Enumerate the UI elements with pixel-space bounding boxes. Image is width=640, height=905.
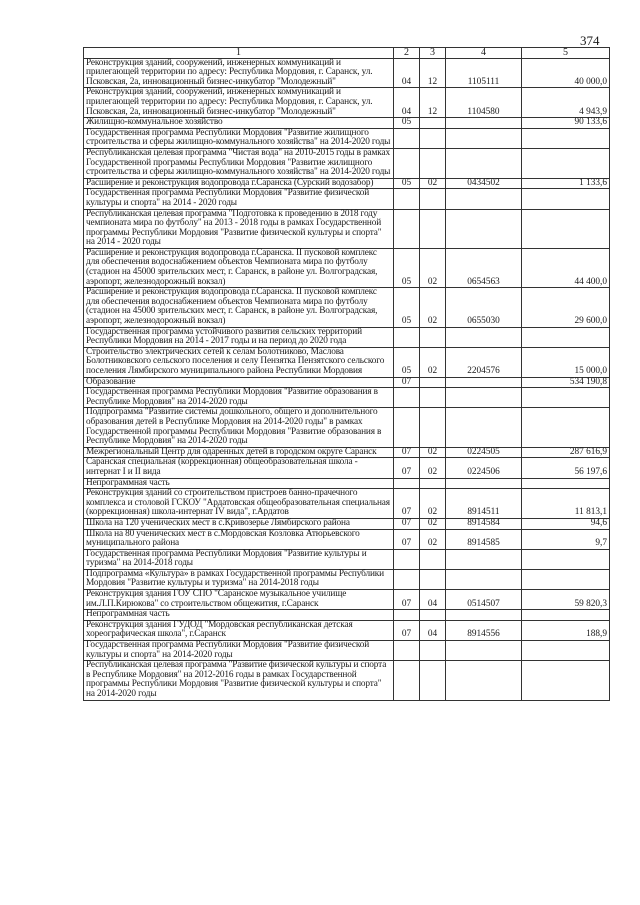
row-section-cell [394, 641, 420, 661]
budget-table [83, 47, 610, 701]
row-subsection-cell [420, 128, 446, 148]
row-name-cell: Государственная программа Республики Мордовия "Развитие образования в Республике Мордовия" на 2014-2020 годы [84, 388, 394, 408]
row-name-cell: Государственная программа Республики Мордовия "Развитие жилищного строительства и сферы жилищно-коммунального хозяйства" на 2014-2020 годы [84, 128, 394, 148]
row-amount-cell: 44 400,0 [522, 248, 610, 287]
row-name-cell: Реконструкция здания ГОУ СПО "Саранское музыкальное училище им.Л.П.Кирюкова" со строительством общежития, г.Саранск [84, 590, 394, 610]
row-target-code-cell [446, 388, 522, 408]
row-subsection-cell [420, 189, 446, 209]
row-amount-cell: 94,6 [522, 518, 610, 529]
row-section-cell: 05 [394, 178, 420, 189]
row-name-cell: Государственная программа устойчивого развития сельских территорий Республики Мордовия на 2014 - 2017 годы и на период до 2020 года [84, 327, 394, 347]
row-section-cell [394, 478, 420, 489]
row-subsection-cell [420, 327, 446, 347]
row-amount-cell: 287 616,9 [522, 447, 610, 458]
table-row [84, 209, 610, 248]
table-row [84, 58, 610, 88]
row-amount-cell [522, 327, 610, 347]
row-subsection-cell [420, 377, 446, 388]
row-section-cell: 07 [394, 377, 420, 388]
row-subsection-cell: 04 [420, 590, 446, 610]
row-name-cell: Межрегиональный Центр для одаренных детей в городском округе Саранск [84, 447, 394, 458]
row-name-cell: Подпрограмма «Культура» в рамках Государственной программы Республики Мордовия "Развитие культуры и туризма" на 2014-2018 годы [84, 569, 394, 589]
table-row [84, 118, 610, 129]
row-section-cell: 07 [394, 458, 420, 478]
table-row [84, 620, 610, 640]
row-amount-cell [522, 128, 610, 148]
row-target-code-cell [446, 189, 522, 209]
table-row [84, 128, 610, 148]
row-name-cell: Государственная программа Республики Мордовия "Развитие культуры и туризма" на 2014-2018 годы [84, 549, 394, 569]
row-amount-cell: 534 190,8 [522, 377, 610, 388]
row-amount-cell [522, 209, 610, 248]
row-amount-cell: 9,7 [522, 529, 610, 549]
row-target-code-cell: 0224506 [446, 458, 522, 478]
row-target-code-cell [446, 209, 522, 248]
row-name-cell: Образование [84, 377, 394, 388]
row-amount-cell: 59 820,3 [522, 590, 610, 610]
row-target-code-cell: 0655030 [446, 288, 522, 327]
row-section-cell [394, 189, 420, 209]
row-section-cell [394, 408, 420, 447]
row-section-cell: 07 [394, 489, 420, 519]
row-amount-cell [522, 189, 610, 209]
row-name-cell: Республиканская целевая программа "Подготовка к проведению в 2018 году чемпионата мира по футболу" на 2013 - 2018 годы в рамках Государственной программы Республики Мордовия "Развитие физической культуры и спорта" на 2014 - 2020 годы [84, 209, 394, 248]
row-subsection-cell [420, 569, 446, 589]
row-target-code-cell: 0654563 [446, 248, 522, 287]
table-row [84, 189, 610, 209]
table-row [84, 529, 610, 549]
row-target-code-cell: 8914584 [446, 518, 522, 529]
row-target-code-cell [446, 549, 522, 569]
row-subsection-cell [420, 209, 446, 248]
table-row [84, 489, 610, 519]
row-subsection-cell: 02 [420, 529, 446, 549]
row-section-cell [394, 128, 420, 148]
row-target-code-cell: 0514507 [446, 590, 522, 610]
row-name-cell: Расширение и реконструкция водопровода г.Саранска (Сурский водозабор) [84, 178, 394, 189]
row-section-cell: 07 [394, 529, 420, 549]
row-amount-cell: 188,9 [522, 620, 610, 640]
row-section-cell: 05 [394, 288, 420, 327]
table-row [84, 248, 610, 287]
row-name-cell: Жилищно-коммунальное хозяйство [84, 118, 394, 129]
page-number: 374 [580, 33, 600, 48]
row-section-cell: 07 [394, 620, 420, 640]
row-subsection-cell [420, 549, 446, 569]
row-subsection-cell: 02 [420, 458, 446, 478]
row-section-cell [394, 549, 420, 569]
table-row [84, 148, 610, 178]
table-row [84, 641, 610, 661]
row-name-cell: Строительство электрических сетей к селам Болотниково, Маслова Болотниковского сельского поселения и селу Пензятка Пензятского сельского поселения Лямбирского муниципального района Республики Мордовия [84, 347, 394, 377]
row-section-cell: 07 [394, 590, 420, 610]
row-target-code-cell [446, 478, 522, 489]
row-target-code-cell: 8914556 [446, 620, 522, 640]
row-amount-cell: 1 133,6 [522, 178, 610, 189]
row-section-cell: 05 [394, 347, 420, 377]
row-section-cell: 04 [394, 88, 420, 118]
row-subsection-cell: 02 [420, 248, 446, 287]
row-subsection-cell [420, 661, 446, 700]
row-target-code-cell: 2204576 [446, 347, 522, 377]
row-name-cell: Республиканская целевая программа "Развитие физической культуры и спорта в Республике Мордовия" на 2012-2016 годы в рамках Государственной программы Республики Мордовия "Развитие физической культуры и спорта" на 2014-2020 годы [84, 661, 394, 700]
row-target-code-cell [446, 610, 522, 621]
row-section-cell [394, 661, 420, 700]
row-amount-cell: 15 000,0 [522, 347, 610, 377]
row-name-cell: Республиканская целевая программа "Чистая вода" на 2010-2015 годы в рамках Государственной программы Республики Мордовия "Развитие жилищного строительства и сферы жилищно-коммунального хозяйства" на 2014-2020 годы [84, 148, 394, 178]
row-name-cell: Школа на 120 ученических мест в с.Кривозерье Лямбирского района [84, 518, 394, 529]
row-section-cell: 04 [394, 58, 420, 88]
row-amount-cell [522, 569, 610, 589]
row-name-cell: Расширение и реконструкция водопровода г.Саранска. II пусковой комплекс для обеспечения водоснабжением объектов Чемпионата мира по футболу (стадион на 45000 зрительских мест, г. Саранск, в районе ул. Волгоградская, аэропорт, железнодорожный вокзал) [84, 248, 394, 287]
row-target-code-cell [446, 148, 522, 178]
row-amount-cell [522, 478, 610, 489]
row-section-cell [394, 148, 420, 178]
row-subsection-cell: 12 [420, 88, 446, 118]
table-row [84, 327, 610, 347]
row-target-code-cell: 8914585 [446, 529, 522, 549]
row-amount-cell: 4 943,9 [522, 88, 610, 118]
table-row [84, 388, 610, 408]
row-section-cell: 05 [394, 248, 420, 287]
table-row [84, 88, 610, 118]
row-name-cell: Государственная программа Республики Мордовия "Развитие физической культуры и спорта" на 2014-2020 годы [84, 641, 394, 661]
row-name-cell: Государственная программа Республики Мордовия "Развитие физической культуры и спорта" на 2014 - 2020 годы [84, 189, 394, 209]
row-subsection-cell [420, 388, 446, 408]
table-row [84, 518, 610, 529]
row-subsection-cell [420, 408, 446, 447]
row-subsection-cell [420, 148, 446, 178]
row-section-cell: 07 [394, 518, 420, 529]
row-name-cell: Реконструкция зданий, сооружений, инженерных коммуникаций и прилегающей территории по адресу: Республика Мордовия, г. Саранск, ул. Псковская, 2а, инновационный бизнес-инкубатор "Молодежный" [84, 58, 394, 88]
row-section-cell [394, 569, 420, 589]
table-row [84, 347, 610, 377]
row-amount-cell [522, 641, 610, 661]
row-target-code-cell: 0434502 [446, 178, 522, 189]
row-name-cell: Саранская специальная (коррекционная) общеобразовательная школа - интернат I и II вида [84, 458, 394, 478]
row-target-code-cell: 8914511 [446, 489, 522, 519]
row-target-code-cell [446, 377, 522, 388]
row-target-code-cell [446, 128, 522, 148]
row-amount-cell [522, 549, 610, 569]
row-target-code-cell [446, 661, 522, 700]
row-amount-cell: 56 197,6 [522, 458, 610, 478]
row-amount-cell: 11 813,1 [522, 489, 610, 519]
row-section-cell [394, 327, 420, 347]
row-name-cell: Реконструкция зданий со строительством пристроев банно-прачечного комплекса и столовой ГСКОУ "Ардатовская общеобразовательная специальная (коррекционная) школа-интернат IV вида", г.Ардатов [84, 489, 394, 519]
row-target-code-cell: 1104580 [446, 88, 522, 118]
row-amount-cell [522, 661, 610, 700]
row-target-code-cell [446, 641, 522, 661]
table-row [84, 661, 610, 700]
table-row [84, 610, 610, 621]
column-header-amount: 5 [522, 48, 610, 59]
row-target-code-cell [446, 327, 522, 347]
row-subsection-cell [420, 118, 446, 129]
row-subsection-cell [420, 478, 446, 489]
table-row [84, 288, 610, 327]
row-name-cell: Реконструкция зданий, сооружений, инженерных коммуникаций и прилегающей территории по адресу: Республика Мордовия, г. Саранск, ул. Псковская, 2а, инновационный бизнес-инкубатор "Молодежный" [84, 88, 394, 118]
row-subsection-cell: 02 [420, 518, 446, 529]
row-target-code-cell: 1105111 [446, 58, 522, 88]
row-subsection-cell [420, 610, 446, 621]
row-subsection-cell: 02 [420, 447, 446, 458]
row-subsection-cell: 02 [420, 347, 446, 377]
table-row [84, 549, 610, 569]
column-header-subsection: 3 [420, 48, 446, 59]
column-header-target-code: 4 [446, 48, 522, 59]
row-subsection-cell: 02 [420, 288, 446, 327]
row-amount-cell [522, 408, 610, 447]
column-header-section: 2 [394, 48, 420, 59]
row-name-cell: Непрограммная часть [84, 478, 394, 489]
table-header-row [84, 48, 610, 59]
row-target-code-cell [446, 569, 522, 589]
row-amount-cell: 90 133,6 [522, 118, 610, 129]
row-amount-cell [522, 610, 610, 621]
column-header-name: 1 [84, 48, 394, 59]
row-amount-cell: 40 000,0 [522, 58, 610, 88]
row-section-cell [394, 610, 420, 621]
row-amount-cell [522, 388, 610, 408]
row-section-cell [394, 209, 420, 248]
row-name-cell: Непрограммная часть [84, 610, 394, 621]
row-section-cell: 07 [394, 447, 420, 458]
row-section-cell [394, 388, 420, 408]
table-row [84, 408, 610, 447]
row-amount-cell [522, 148, 610, 178]
row-subsection-cell: 04 [420, 620, 446, 640]
table-row [84, 590, 610, 610]
row-subsection-cell [420, 641, 446, 661]
row-target-code-cell [446, 408, 522, 447]
row-subsection-cell: 02 [420, 489, 446, 519]
row-target-code-cell [446, 118, 522, 129]
row-target-code-cell: 0224505 [446, 447, 522, 458]
row-amount-cell: 29 600,0 [522, 288, 610, 327]
row-name-cell: Расширение и реконструкция водопровода г.Саранска. II пусковой комплекс для обеспечения водоснабжением объектов Чемпионата мира по футболу (стадион на 45000 зрительских мест, г. Саранск, в районе ул. Волгоградская, аэропорт, железнодорожный вокзал) [84, 288, 394, 327]
row-name-cell: Реконструкция здания ГУДОД "Мордовская республиканская детская хореографическая школа", г.Саранск [84, 620, 394, 640]
row-subsection-cell: 02 [420, 178, 446, 189]
row-section-cell: 05 [394, 118, 420, 129]
row-subsection-cell: 12 [420, 58, 446, 88]
row-name-cell: Подпрограмма "Развитие системы дошкольного, общего и дополнительного образования детей в Республике Мордовия на 2014-2020 годы" в рамках Государственной программы Республики Мордовия "Развитие образования в Республике Мордовия" на 2014-2020 годы [84, 408, 394, 447]
table-row [84, 569, 610, 589]
table-row [84, 458, 610, 478]
row-name-cell: Школа на 80 ученических мест в с.Мордовская Козловка Атюрьевского муниципального района [84, 529, 394, 549]
